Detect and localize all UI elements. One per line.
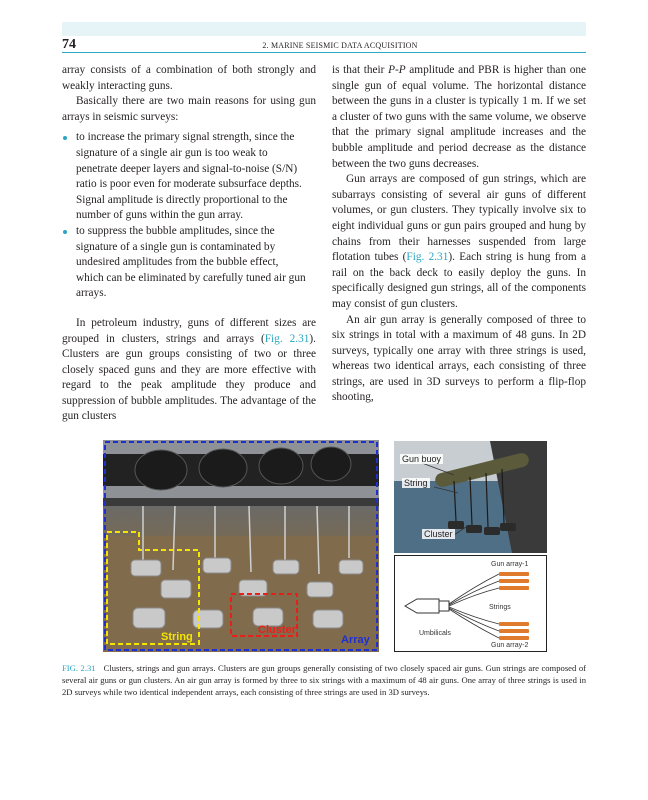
page-number: 74 — [62, 37, 76, 52]
right-column — [332, 63, 586, 406]
paragraph: In petroleum industry, guns of different sizes are grouped in clusters, strings and arrays (Fig. 2.31). Clusters are gun groups consisting of two or three closely spaced guns and they are more effective with regard to the peak amplitude they produce and suppression of bubble amplitudes. The advantage of the gun clusters — [62, 316, 316, 423]
gun-buoy-label: Gun buoy — [402, 454, 442, 464]
array-label: Array — [341, 634, 370, 646]
cluster-label: Cluster — [258, 624, 296, 636]
gun-array-schematic — [394, 555, 547, 652]
paragraph: is that their P-P amplitude and PBR is higher than one single gun of equal volume. The horizontal distance between the guns in a cluster is typically 1 m. If we set a cluster of two guns with the same volume, we observe that the primary signal amplitude increases and the bubble amplitude and period decrease as the distance between the two guns decreases. — [332, 64, 587, 170]
caption-text: Clusters, strings and gun arrays. Clusters are gun groups generally consisting of two closely spaced air guns. Gun strings are composed of several air guns or gun clusters. An air gun array is formed by three to six strings with a maximum of 48 air guns. One array of three strings is used in 2D surveys while two identical independent arrays, each consisting of three strings are used in 3D surveys. — [62, 663, 587, 698]
paragraph: An air gun array is generally composed of three to six strings in total with a maximum of 48 guns. In 2D surveys, typically one array with three strings is used, whereas two identical arrays, each consisting of three strings, are used in 3D surveys to perform a flip-flop shooting, — [332, 313, 586, 404]
figure-reference-link[interactable]: Fig. 2.31 — [264, 332, 310, 345]
figure-caption — [62, 662, 586, 699]
schematic-drawing — [395, 556, 548, 653]
header-rule — [62, 52, 586, 53]
gun-array-2-label: Gun array-2 — [491, 642, 529, 649]
list-item-text: to increase the primary signal strength, since the signature of a single air gun is too weak to penetrate deeper layers and signal-to-noise (S/N) ratio is poor even for moderate subsurface depths. Signal amplitude is directly proportional to the number of guns within the gun array. — [76, 131, 302, 222]
string-label: String — [161, 631, 193, 643]
list-item — [62, 130, 316, 224]
list-item — [62, 224, 316, 302]
paragraph: array consists of a combination of both strongly and weakly interacting guns. — [62, 64, 316, 92]
deck-photo-drawing — [103, 440, 379, 652]
strings-label: Strings — [489, 604, 511, 611]
gun-buoy-photo — [394, 441, 547, 553]
figure-label: FIG. 2.31 — [62, 663, 96, 673]
umbilicals-label: Umbilicals — [419, 630, 451, 637]
left-column — [62, 63, 316, 425]
running-head: 2. MARINE SEISMIC DATA ACQUISITION — [262, 41, 418, 50]
gun-array-1-label: Gun array-1 — [491, 561, 529, 568]
gun-array-deck-photo — [103, 440, 379, 652]
string-label-2: String — [404, 478, 428, 488]
bullet-icon — [63, 230, 67, 234]
bullet-icon — [63, 136, 67, 140]
paragraph: Basically there are two main reasons for using gun arrays in seismic surveys: — [62, 95, 316, 123]
cluster-label-2: Cluster — [424, 529, 453, 539]
paragraph: Gun arrays are composed of gun strings, which are subarrays consisting of several air guns of different volumes, or gun clusters. They typically involve six to eight individual guns or gun pairs grouped and hung by chains from their harnesses suspended from large flotation tubes (Fig. 2.31). Each string is hung from a rail on the back deck to easily deploy the guns. In specifically designed gun strings, all of the components may consist of gun clusters. — [332, 173, 586, 310]
figure-reference-link[interactable]: Fig. 2.31 — [406, 251, 449, 264]
list-item-text: to suppress the bubble amplitudes, since the signature of a single gun is contaminated by undesired amplitudes from the bubble effect, which can be eliminated by carefully tuned air gun arrays. — [76, 224, 306, 300]
bullet-list — [62, 130, 316, 302]
header-band — [62, 22, 586, 36]
